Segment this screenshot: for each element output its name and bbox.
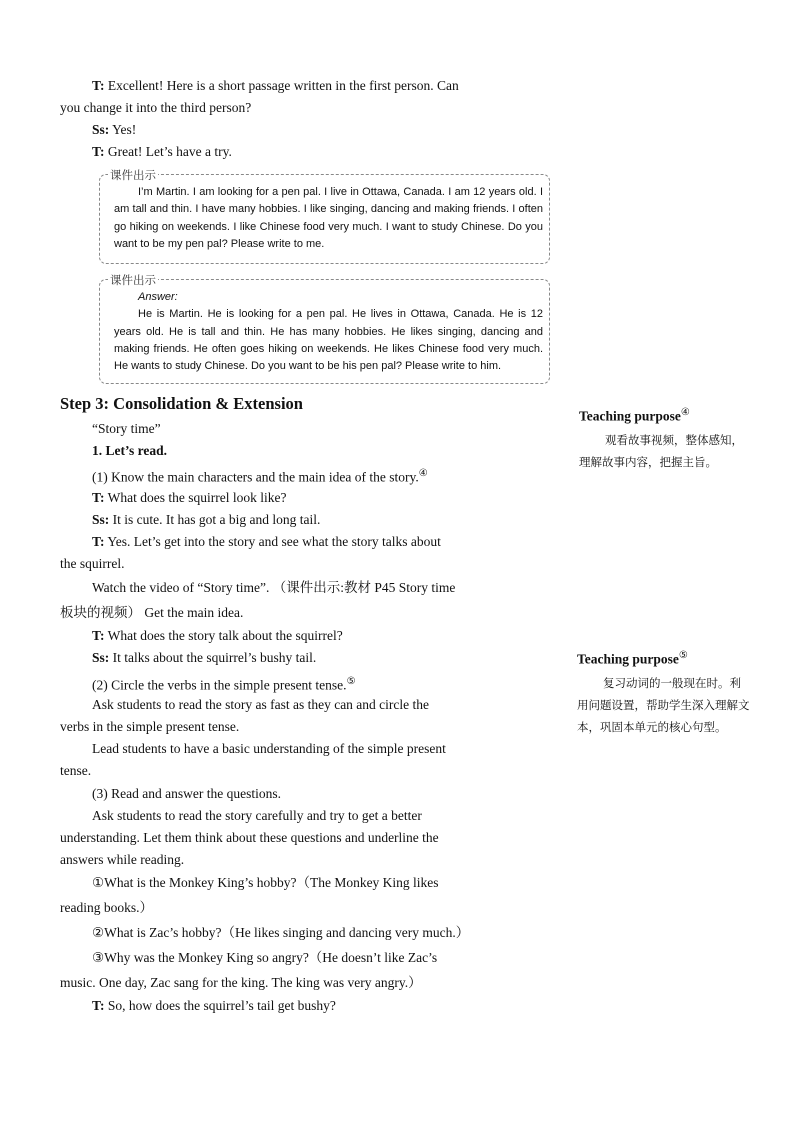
box-text <box>114 184 543 253</box>
footnote-mark: ④ <box>418 468 428 479</box>
speaker-label: T: <box>92 144 105 159</box>
question-line: ③Why was the Monkey King so angry?（He doesn’t like Zac’s <box>92 950 438 965</box>
paragraph-line: Lead students to have a basic understanding of the simple present <box>92 741 446 756</box>
speaker-label: T: <box>92 628 105 643</box>
speaker-label: Ss: <box>92 512 110 527</box>
item-2-line <box>92 673 356 695</box>
passage-first-person: I’m Martin. I am looking for a pen pal. I live in Ottawa, Canada. I am 12 years old. I am tall and thin. I have many hobbies. I like singing, dancing and making friends. I often go hiking on weekends. I like Chinese food very much. I want to study Chinese. Do you want to be my pen pal? Please write to me. <box>114 186 543 250</box>
teaching-purpose-text <box>577 672 751 738</box>
intro-line-1 <box>92 77 459 95</box>
paragraph-line: tense. <box>60 763 92 778</box>
dialogue-line <box>92 649 316 667</box>
question-line: ②What is Zac’s hobby?（He likes singing and dancing very much.） <box>92 925 470 940</box>
speaker-label: Ss: <box>92 122 110 137</box>
paragraph-line: Ask students to read the story carefully and try to get a better <box>92 808 422 823</box>
footnote-mark: ④ <box>680 407 690 418</box>
teaching-purpose-title <box>579 407 690 425</box>
dialogue-line <box>92 997 336 1015</box>
speaker-label: T: <box>92 78 105 93</box>
item-3-line: (3) Read and answer the questions. <box>92 786 281 801</box>
courseware-box-1 <box>99 168 550 264</box>
dialogue-line <box>92 489 286 507</box>
question-line: reading books.） <box>60 900 153 915</box>
dialogue-line <box>92 533 441 551</box>
item-1-line <box>92 465 428 487</box>
dialogue-text: It talks about the squirrel’s bushy tail. <box>112 650 317 665</box>
watch-line-2: 板块的视频） Get the main idea. <box>60 605 244 620</box>
speaker-label: T: <box>92 998 105 1013</box>
teaching-purpose-label: Teaching purpose <box>579 408 681 424</box>
dialogue-text: Yes! <box>112 122 137 137</box>
box-label: 课件出示 <box>110 273 156 287</box>
paragraph-line: understanding. Let them think about these questions and underline the <box>60 830 439 845</box>
teaching-purpose-body: 观看故事视频，整体感知，理解故事内容，把握主旨。 <box>579 433 743 469</box>
paragraph-line: answers while reading. <box>60 852 185 867</box>
teaching-purpose-label: Teaching purpose <box>577 651 679 667</box>
courseware-box-2 <box>99 273 550 384</box>
dialogue-text: What does the squirrel look like? <box>107 490 287 505</box>
dialogue-text: Great! Let’s have a try. <box>107 144 232 159</box>
teaching-purpose-body: 复习动词的一般现在时。利用问题设置，帮助学生深入理解文本，巩固本单元的核心句型。 <box>577 676 750 734</box>
item-2-text: (2) Circle the verbs in the simple present tense. <box>92 677 347 693</box>
answer-label: Answer: <box>138 291 178 303</box>
item-1-text: (1) Know the main characters and the main idea of the story. <box>92 469 419 485</box>
passage-third-person: He is Martin. He is looking for a pen pal. He lives in Ottawa, Canada. He is 12 years old. He is tall and thin. He has many hobbies. He likes singing, dancing and making friends. He often goes hiking on weekends. He likes Chinese food very much. He wants to study Chinese. Do you want to be his pen pal? Please write to him. <box>114 308 543 373</box>
dialogue-line <box>92 511 320 529</box>
dialogue-line <box>92 627 343 645</box>
dialogue-text: What does the story talk about the squirrel? <box>107 628 343 643</box>
lets-read-line: 1. Let’s read. <box>92 443 167 458</box>
section-heading: Step 3: Consolidation & Extension <box>60 394 303 413</box>
dialogue-continuation: the squirrel. <box>60 556 125 571</box>
paragraph-line: Ask students to read the story as fast as they can and circle the <box>92 697 430 712</box>
intro-line-3 <box>92 121 136 139</box>
question-line: ①What is the Monkey King’s hobby?（The Monkey King likes <box>92 875 439 890</box>
dialogue-text: It is cute. It has got a big and long tail. <box>112 512 321 527</box>
paragraph-line: verbs in the simple present tense. <box>60 719 240 734</box>
speaker-label: T: <box>92 490 105 505</box>
teaching-purpose-title <box>577 650 688 668</box>
intro-line-4 <box>92 143 232 161</box>
speaker-label: T: <box>92 534 105 549</box>
watch-line-1: Watch the video of “Story time”. （课件出示:教材 P45 Story time <box>92 580 456 595</box>
intro-line-2: you change it into the third person? <box>60 100 252 115</box>
story-time-line: “Story time” <box>92 421 161 436</box>
question-line: music. One day, Zac sang for the king. The king was very angry.） <box>60 975 422 990</box>
dialogue-text: Yes. Let’s get into the story and see what the story talks about <box>107 534 441 549</box>
dialogue-text: So, how does the squirrel’s tail get bushy? <box>107 998 336 1013</box>
footnote-mark: ⑤ <box>678 650 688 661</box>
dialogue-text: Excellent! Here is a short passage written in the first person. Can <box>107 78 459 93</box>
footnote-mark: ⑤ <box>346 676 356 687</box>
speaker-label: Ss: <box>92 650 110 665</box>
box-label: 课件出示 <box>110 168 156 182</box>
teaching-purpose-text <box>579 429 753 473</box>
box-text <box>114 289 543 375</box>
